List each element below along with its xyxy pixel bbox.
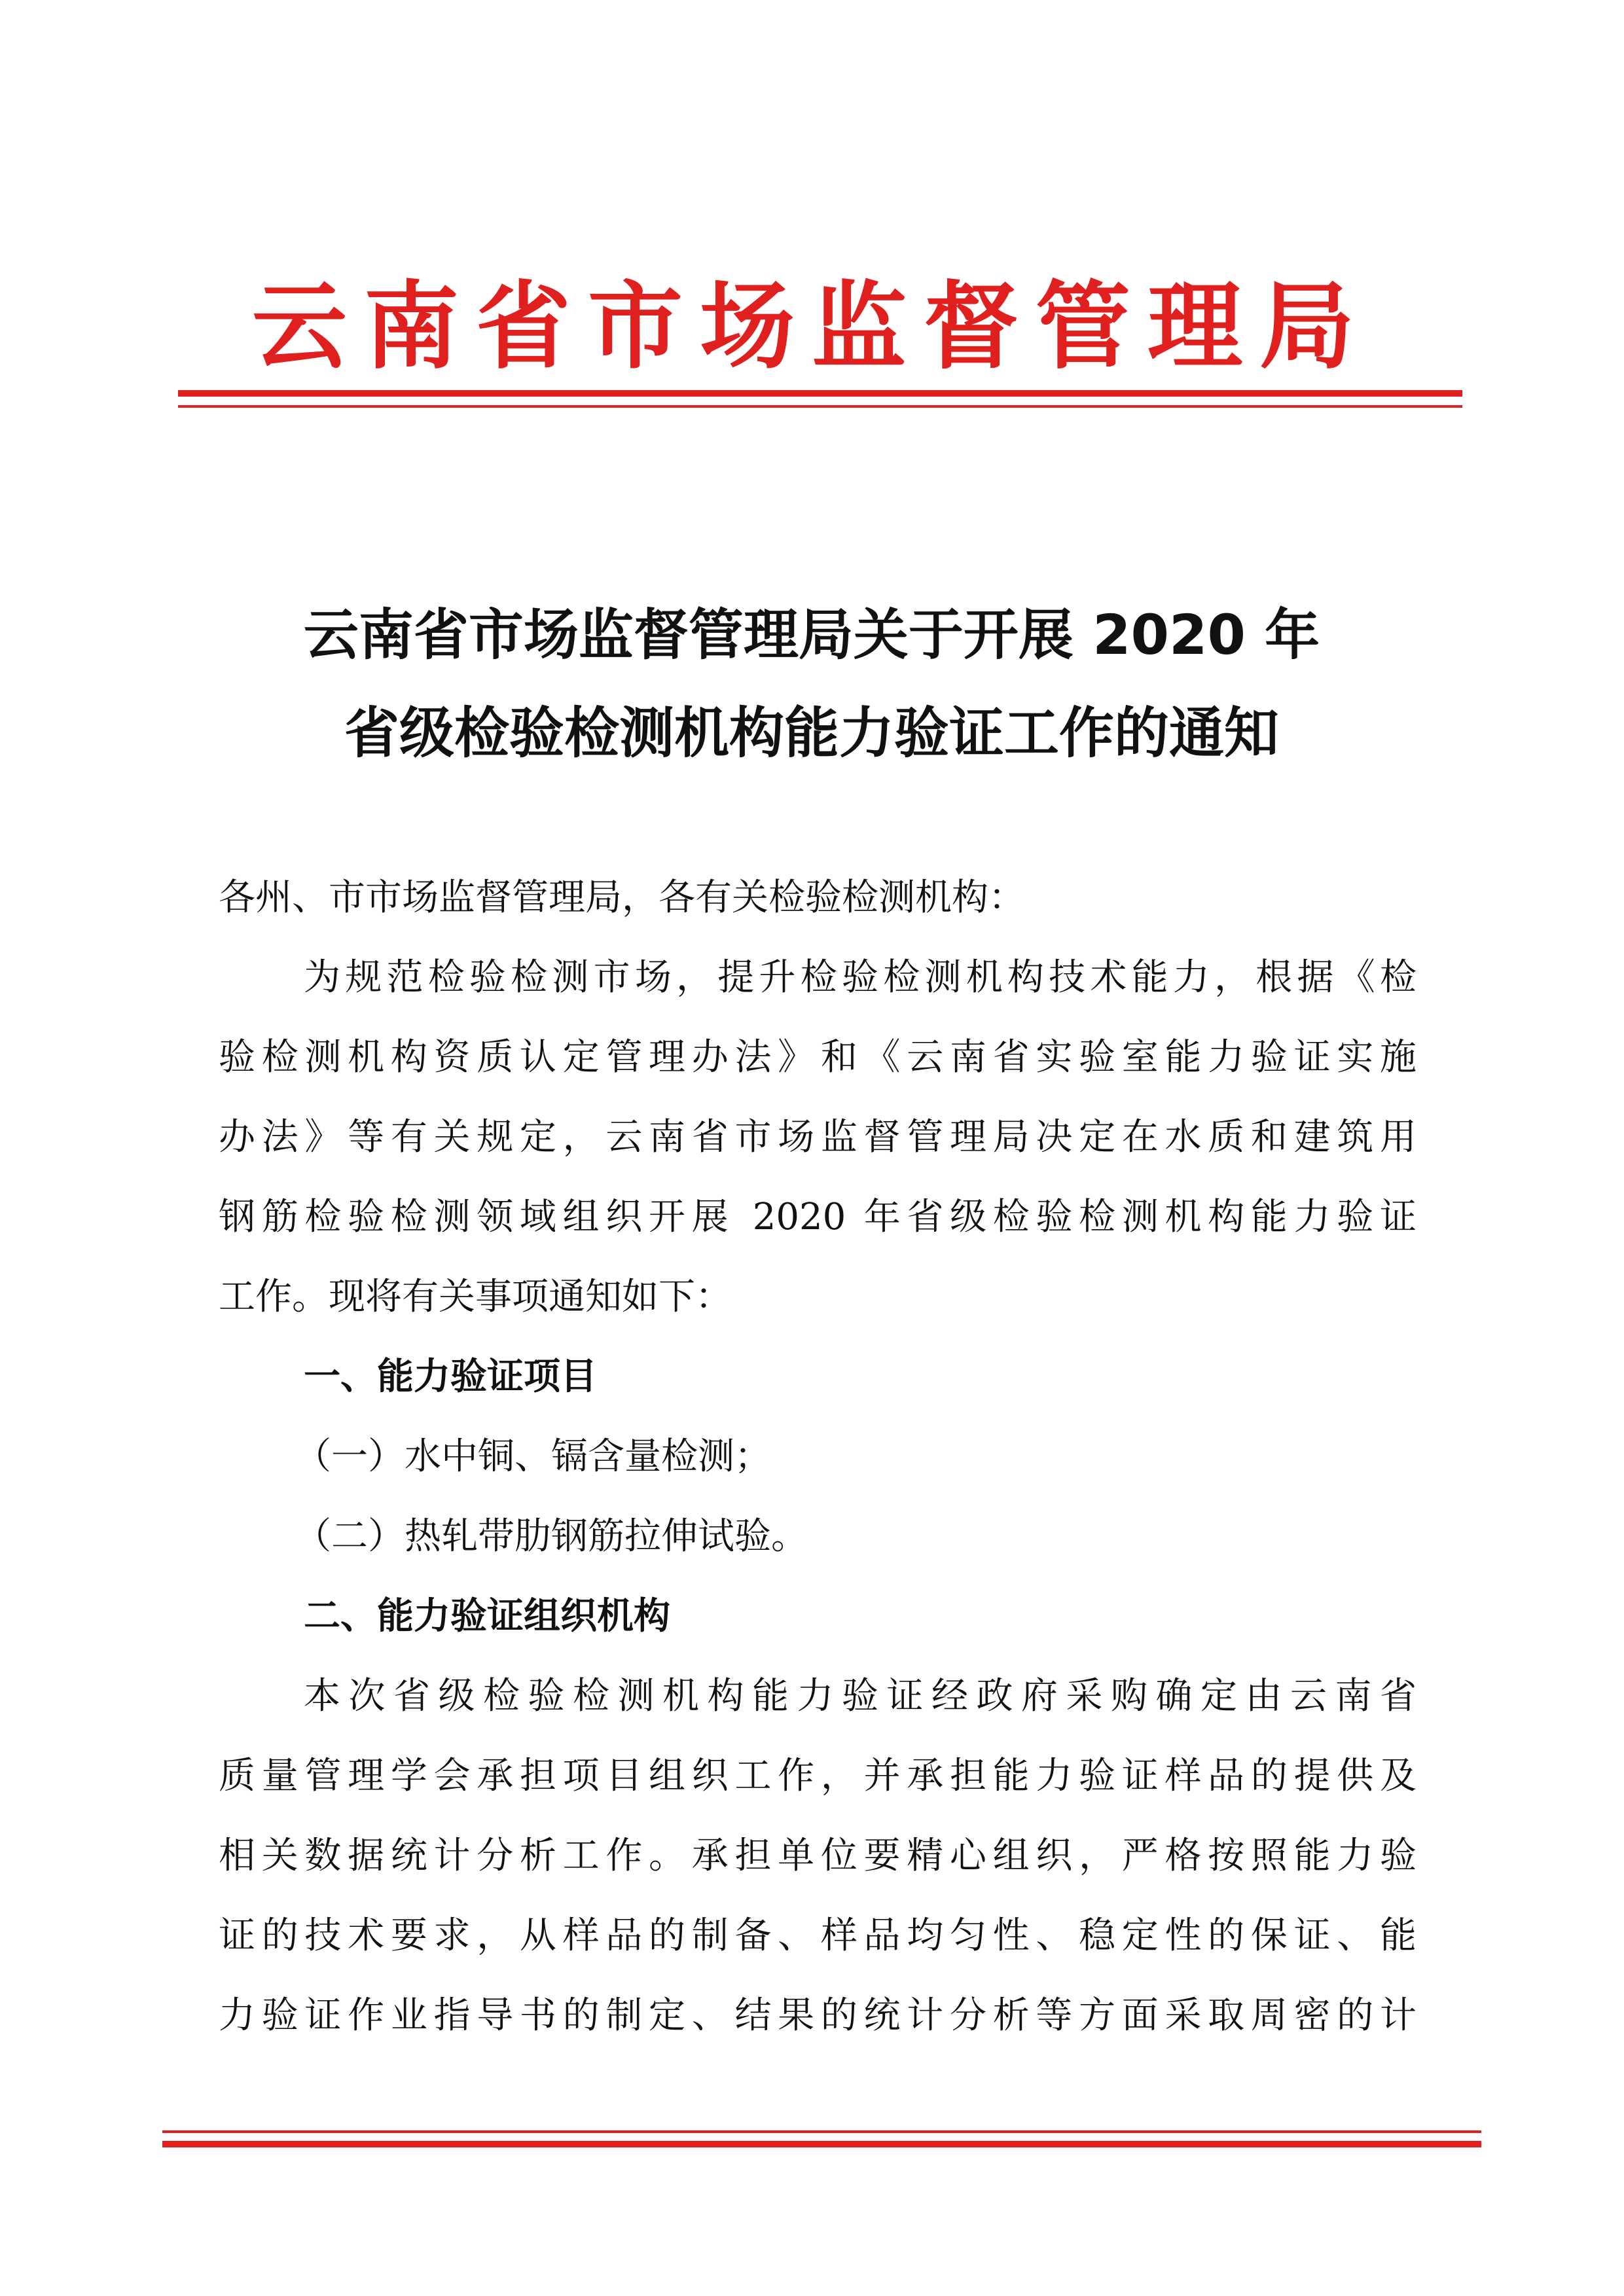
footer-rule-thin	[162, 2130, 1481, 2133]
footer-rule-thick	[162, 2141, 1481, 2147]
intro-line: 工作。现将有关事项通知如下：	[219, 1276, 732, 1318]
section-2-line: 本次省级检验检测机构能力验证经政府采购确定由云南省	[304, 1675, 1416, 1717]
section-2-line: 力验证作业指导书的制定、结果的统计分析等方面采取周密的计	[219, 1994, 1416, 2037]
intro-line: 为规范检验检测市场，提升检验检测机构技术能力，根据《检	[304, 956, 1416, 999]
section-1-item-1: （一）水中铜、镉含量检测；	[295, 1435, 771, 1478]
section-2-line: 证的技术要求，从样品的制备、样品均匀性、稳定性的保证、能	[219, 1914, 1416, 1957]
intro-line: 钢筋检验检测领域组织开展 2020 年省级检验检测机构能力验证	[219, 1196, 1416, 1238]
document-title-line-1: 云南省市场监督管理局关于开展 2020 年	[303, 603, 1320, 667]
section-2-line: 相关数据统计分析工作。承担单位要精心组织，严格按照能力验	[219, 1835, 1416, 1877]
section-2-line: 质量管理学会承担项目组织工作，并承担能力验证样品的提供及	[219, 1755, 1416, 1797]
masthead-rule-thin	[178, 405, 1462, 408]
section-1-heading: 一、能力验证项目	[304, 1355, 597, 1398]
masthead-rule-thick	[178, 390, 1462, 397]
intro-line: 验检测机构资质认定管理办法》和《云南省实验室能力验证实施	[219, 1036, 1416, 1079]
document-title-line-2: 省级检验检测机构能力验证工作的通知	[344, 701, 1279, 765]
intro-line: 办法》等有关规定，云南省市场监督管理局决定在水质和建筑用	[219, 1116, 1416, 1158]
section-2-heading: 二、能力验证组织机构	[304, 1595, 670, 1638]
masthead-org-name: 云南省市场监督管理局	[252, 272, 1371, 382]
salutation: 各州、市市场监督管理局，各有关检验检测机构：	[219, 876, 1025, 919]
section-1-item-2: （二）热轧带肋钢筋拉伸试验。	[295, 1515, 808, 1558]
